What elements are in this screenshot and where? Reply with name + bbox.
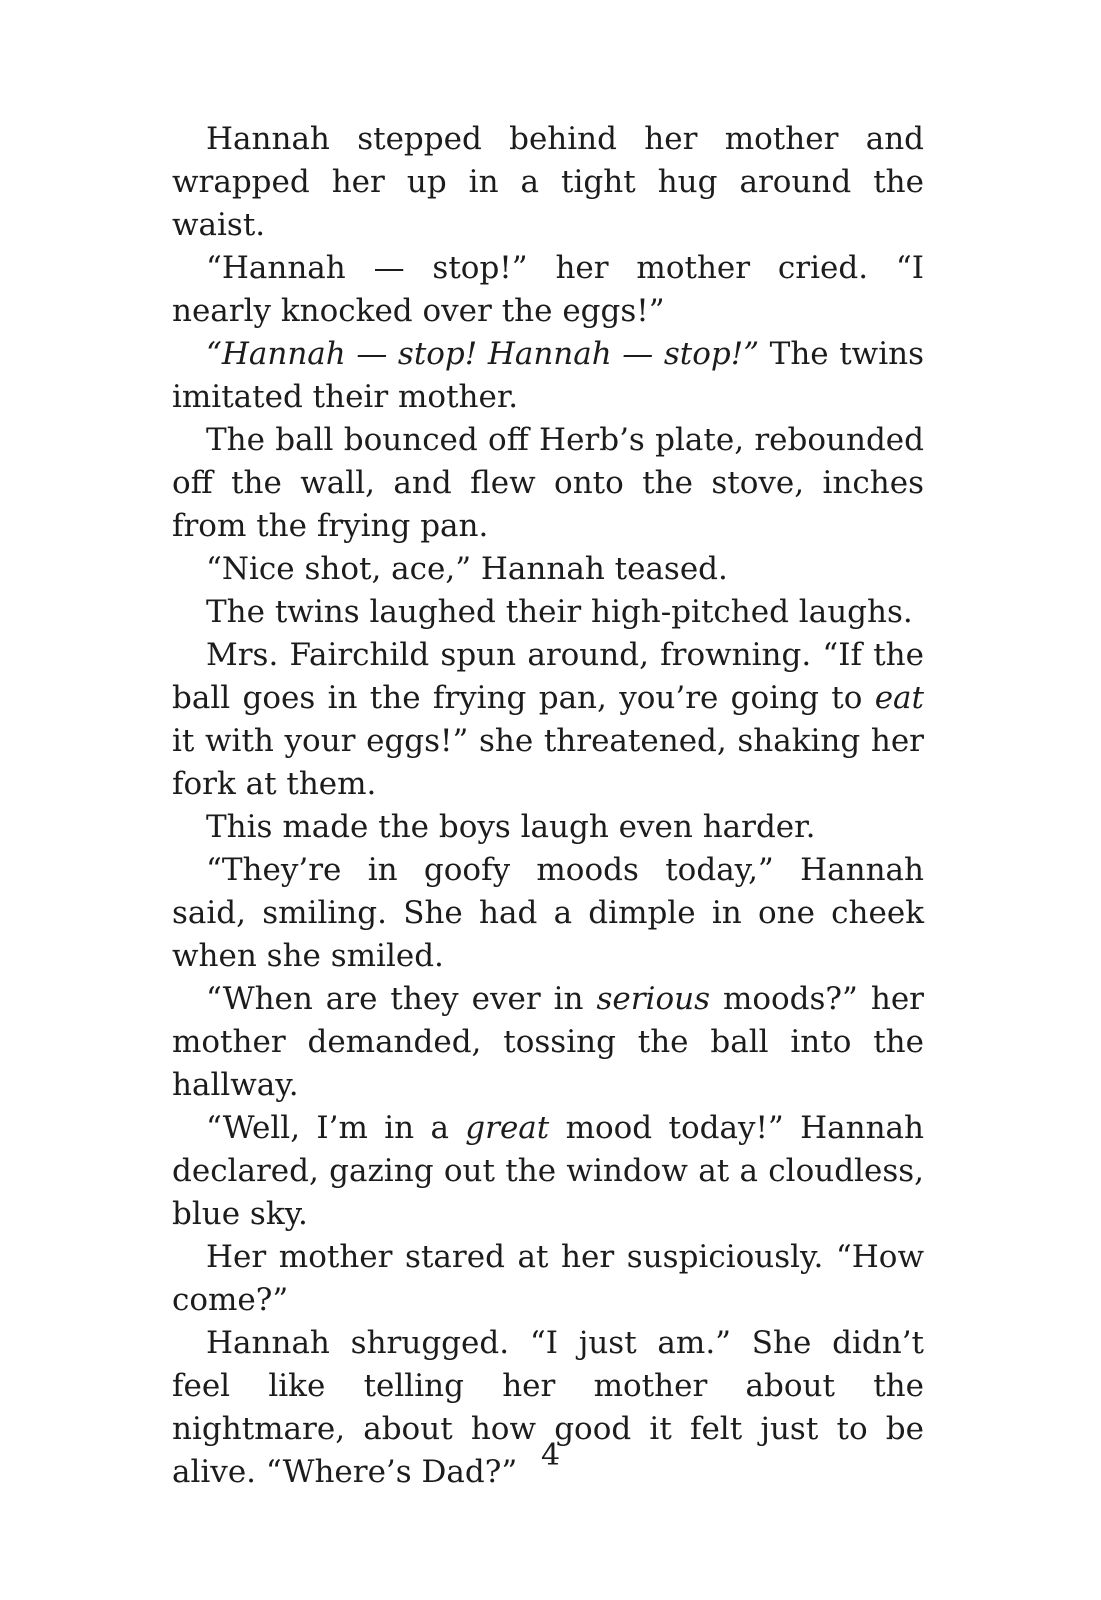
paragraph xyxy=(172,849,924,978)
text-run: “Well, I’m in a xyxy=(206,1110,466,1146)
italic-text: great xyxy=(465,1110,550,1146)
text-run: The ball bounced off Herb’s plate, rebounded off the wall, and flew onto the stove, inches from the frying pan. xyxy=(172,422,924,544)
text-run: it with your eggs!” she threatened, shaking her fork at them. xyxy=(172,723,924,802)
text-column xyxy=(172,118,924,1494)
italic-text: “Hannah — stop! Hannah — stop!” xyxy=(206,336,760,372)
page-body xyxy=(172,118,924,1494)
text-run: The twins imitated their mother. xyxy=(172,336,924,415)
text-run: mood today!” Hannah declared, gazing out the window at a cloudless, blue sky. xyxy=(172,1110,924,1232)
page-number: 4 xyxy=(540,1438,561,1473)
text-run: “Hannah — stop!” her mother cried. “I nearly knocked over the eggs!” xyxy=(172,250,924,329)
italic-text: eat xyxy=(874,680,924,716)
italic-text: serious xyxy=(596,981,710,1017)
paragraph xyxy=(172,247,924,333)
text-run: Mrs. Fairchild spun around, frowning. “If the ball goes in the frying pan, you’re going to xyxy=(172,637,924,716)
text-run: Her mother stared at her suspiciously. “How come?” xyxy=(172,1239,924,1318)
paragraph xyxy=(172,419,924,548)
paragraph xyxy=(172,1236,924,1322)
paragraph xyxy=(172,333,924,419)
text-run: Hannah shrugged. “I just am.” She didn’t feel like telling her mother about the nightmare, about how good it felt just to be alive. “Where’s Dad?” xyxy=(172,1325,924,1490)
text-run: The twins laughed their high-pitched laughs. xyxy=(206,594,913,630)
paragraph xyxy=(172,548,924,591)
paragraph xyxy=(172,591,924,634)
paragraph xyxy=(172,1107,924,1236)
paragraph xyxy=(172,978,924,1107)
text-run: “When are they ever in xyxy=(206,981,597,1017)
text-run: “Nice shot, ace,” Hannah teased. xyxy=(206,551,728,587)
text-run: “They’re in goofy moods today,” Hannah said, smiling. She had a dimple in one cheek when she smiled. xyxy=(172,852,924,974)
paragraph xyxy=(172,118,924,247)
paragraph xyxy=(172,634,924,806)
text-run: moods?” her mother demanded, tossing the ball into the hallway. xyxy=(172,981,924,1103)
paragraph xyxy=(172,806,924,849)
text-run: Hannah stepped behind her mother and wrapped her up in a tight hug around the waist. xyxy=(172,121,924,243)
text-run: This made the boys laugh even harder. xyxy=(206,809,816,845)
